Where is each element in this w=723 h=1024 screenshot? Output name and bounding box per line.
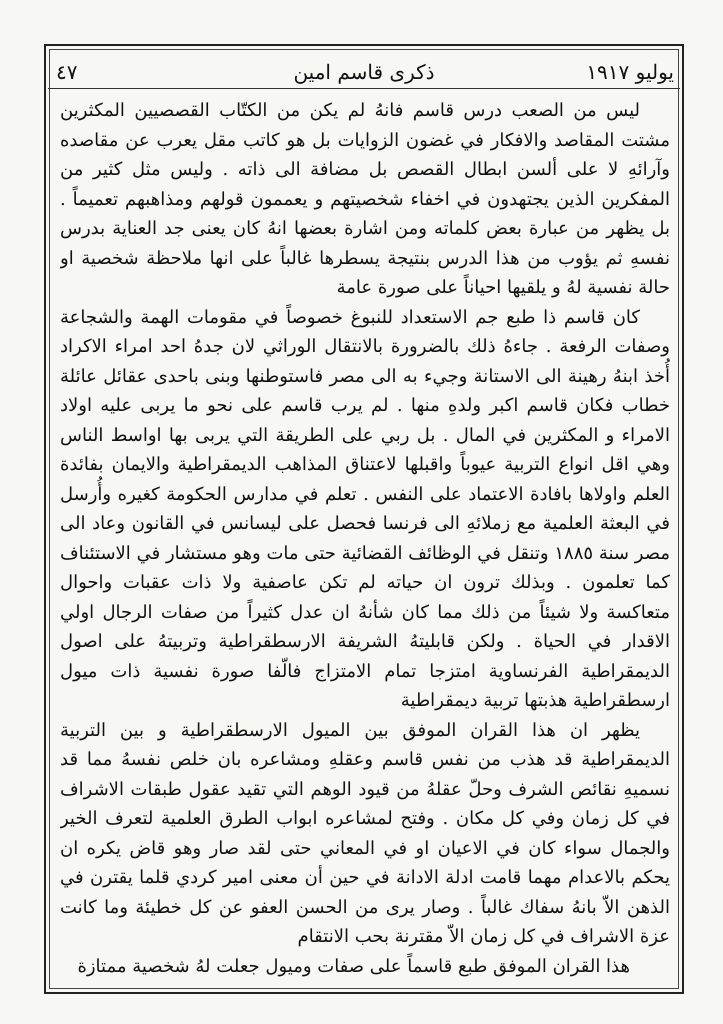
paragraph-2: كان قاسم ذا طبع جم الاستعداد للنبوغ خصوصاً في مقومات الهمة والشجاعة وصفات الرفعة . جاءهُ ذلك بالضرورة بالانتقال الوراثي لان جدهُ احد امراء الاكراد أُخذ ابنهُ رهينة الى الاستانة وجيء به الى مصر فاستوطنها وبنى باحدى عقائل عائلة خطاب فكان قاسم اكبر ولدهِ منها . لم يرب قاسم على نحو ما يربى عليه اولاد الامراء و المكثرين في المال . بل ربي على الطريقة التي يربى بها اواسط الناس وهي اقل انواع التربية عيوباً واقبلها لاعتناق المذاهب الديمقراطية والايمان بفائدة العلم واولاها بافادة الاعتماد على النفس . تعلم في مدارس الحكومة كغيره وأُرسل في البعثة العلمية مع زملائهِ الى فرنسا فحصل على ليسانس في القانون وعاد الى مصر سنة ١٨٨٥ وتنقل في الوظائف القضائية حتى مات وهو مستشار في الاستئناف كما تعلمون . وبذلك ترون ان حياته لم تكن عاصفية ولا ذات عقبات واحوال متعاكسة ولا شيئاً من ذلك مما كان شأنهُ ان عدل كثيراً من صفات الرجال اولي الاقدار في الحياة . ولكن قابليتهُ الشريفة الارسطقراطية وتربيتهُ على اصول الديمقراطية الفرنساوية امتزجا تمام الامتزاج فالّفا صورة نفسية ذات ميول ارسطقراطية هذبتها تربية ديمقراطية — [60, 306, 670, 711]
page-number: ٤٧ — [56, 60, 78, 84]
paragraph-1: ليس من الصعب درس قاسم فانهُ لم يكن من الكتّاب القصصيين المكثرين مشتت المقاصد والافكار في غضون الزوايات بل هو كاتب مقل يعرب عن مقاصده وآرائهِ لا على ألسن ابطال القصص بل مضافة الى ذاته . وليس مثل كثير من المفكرين الذين يجتهدون في اخفاء شخصيتهم و يعممون قولهم ومذاهبهم تعميماً . بل يظهر من عبارة بعض كلماته ومن اشارة بعضها انهُ كان يعنى جد العناية بدرس نفسهِ ثم يؤوب من هذا الدرس بنتيجة يسطرها غالباً على انها ملاحظة شخصية او حالة نفسية لهُ و يلقيها احياناً على صورة عامة — [60, 100, 670, 298]
page-header — [48, 58, 680, 89]
header-title: ذكرى قاسم امين — [293, 60, 435, 84]
body-text — [60, 96, 670, 986]
paragraph-3: يظهر ان هذا القران الموفق بين الميول الارسطقراطية و بين التربية الديمقراطية قد هذب من نفس قاسم وعقلهِ ومشاعره بان خلص نفسهُ مما قد نسميهِ نقائص الشرف وحلّ عقلهُ من قيود الوهم التي تقيد عقول طبقات الاشراف في كل زمان وفي كل مكان . وفتح لمشاعره ابواب الطرق العلمية لتعرف الخير والجمال سواء كان في الاعيان او في المعاني حتى لقد صار وهو قاض يكره ان يحكم بالاعدام مهما قامت ادلة الادانة في حين أن معنى امير كردي قلما يقترن في الذهن الاّ بانهُ سفاك غالباً . وصار يرى من الحسن العفو عن كل خطيئة وما كانت عزة الاشراف في كل زمان الاّ مقترنة بحب الانتقام — [60, 719, 670, 947]
paragraph-4: هذا القران الموفق طبع قاسماً على صفات وميول جعلت لهُ شخصية ممتازة — [77, 955, 630, 977]
header-date: يوليو ١٩١٧ — [586, 60, 674, 84]
